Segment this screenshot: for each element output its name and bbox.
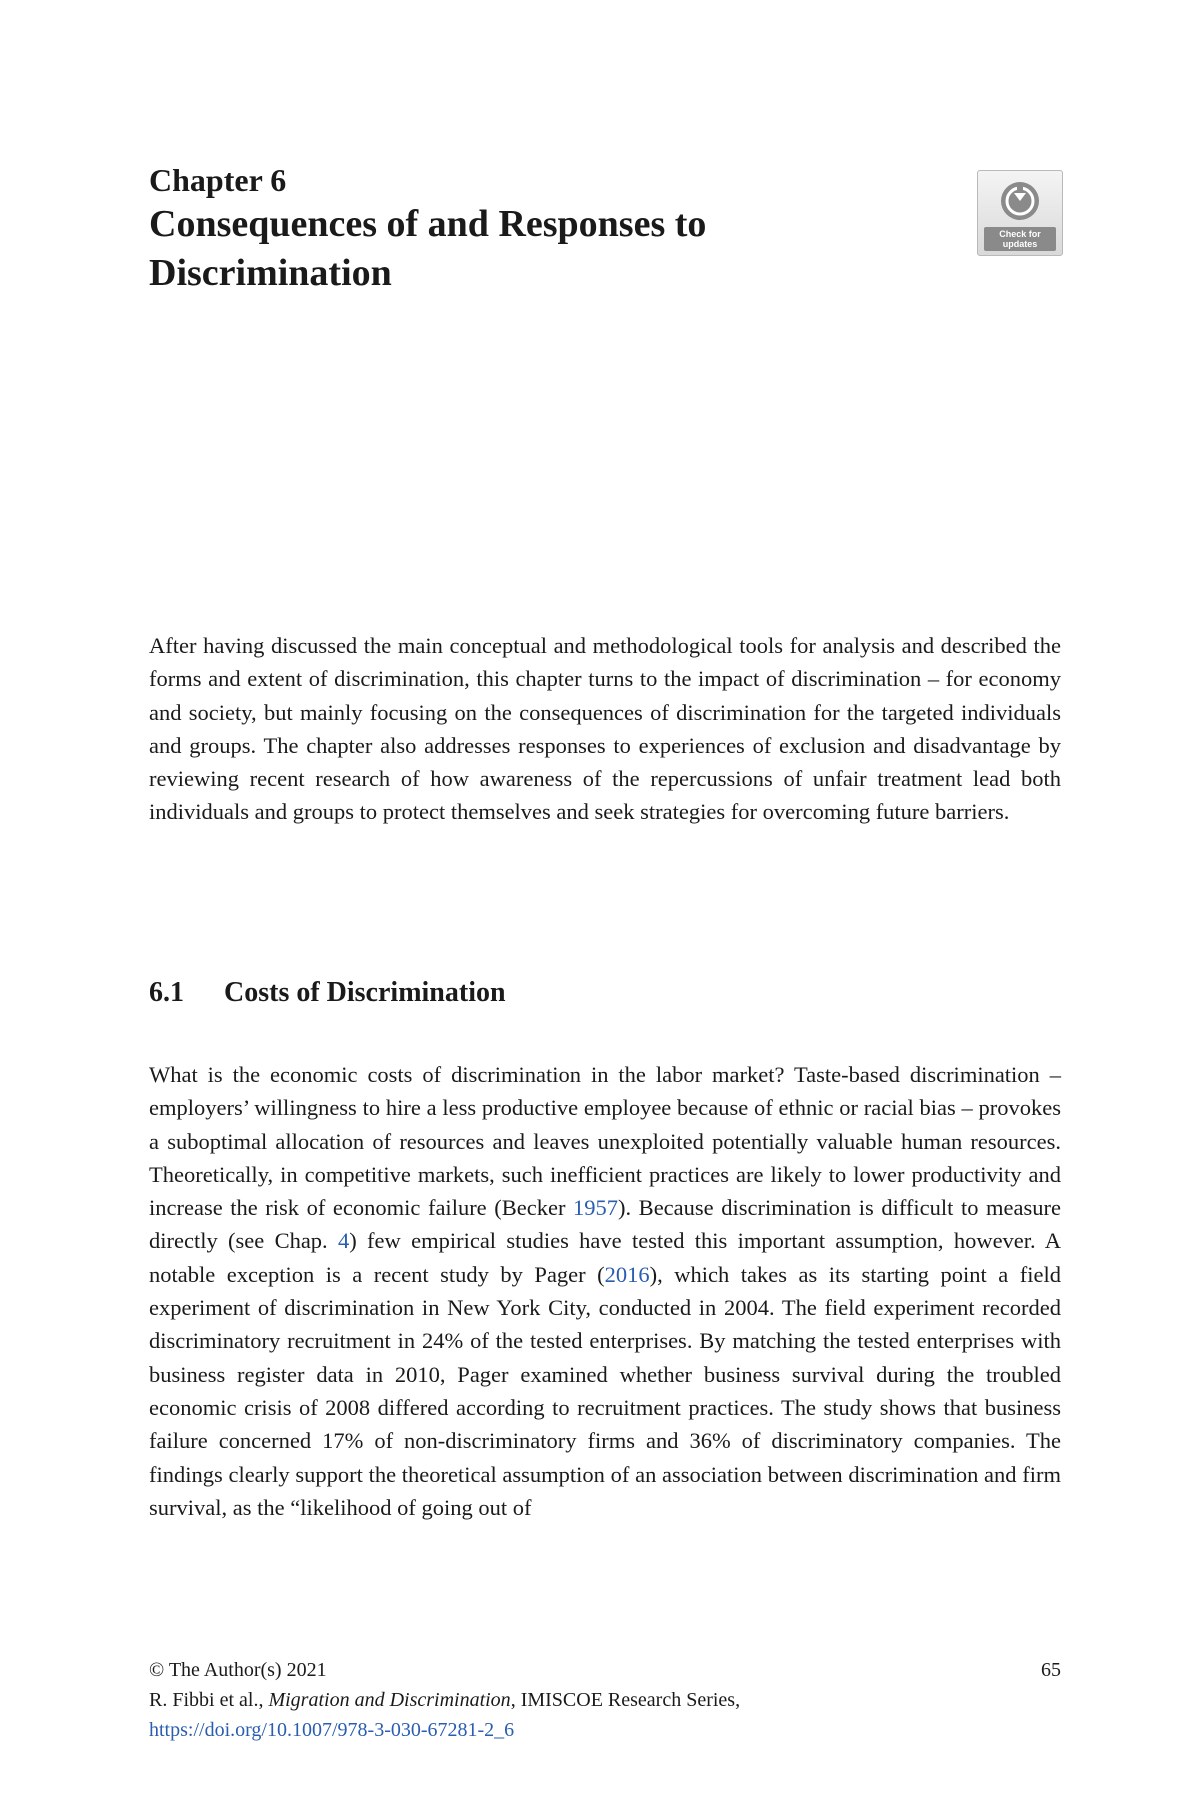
chapter-title: Consequences of and Responses to Discrimination xyxy=(149,203,707,294)
section-heading xyxy=(149,975,506,1011)
footer-copyright-line xyxy=(149,1655,1061,1685)
section-number: 6.1 xyxy=(149,977,184,1008)
citation-series: , IMISCOE Research Series, xyxy=(510,1689,741,1711)
check-for-updates-icon xyxy=(998,179,1042,223)
body-text-part: ) few empirical studies have tested this important assumption, however. A notable exception is a recent study by Pager ( xyxy=(149,1228,1061,1287)
check-for-updates-label: Check for updates xyxy=(984,227,1056,251)
page-footer xyxy=(149,1655,1061,1745)
chapter-reference-link[interactable]: 4 xyxy=(338,1228,350,1254)
section-body xyxy=(149,1058,1061,1524)
body-text-part: What is the economic costs of discrimination in the labor market? Taste-based discrimination – employers’ willingness to hire a less productive employee because of ethnic or racial bias – provokes a suboptimal allocation of resources and leaves unexploited potentially valuable human resources. Theoretically, in competitive markets, such inefficient practices are likely to lower productivity and increase the risk of economic failure (Becker xyxy=(149,1062,1061,1221)
check-for-updates-badge[interactable] xyxy=(977,170,1063,256)
doi-link[interactable]: https://doi.org/10.1007/978-3-030-67281-2_6 xyxy=(149,1719,515,1741)
footer-citation xyxy=(149,1685,1061,1715)
copyright: © The Author(s) 2021 xyxy=(149,1659,327,1681)
citation-link[interactable]: 2016 xyxy=(604,1261,650,1287)
body-text-part: ). Because discrimination is difficult to measure directly (see Chap. xyxy=(149,1195,1061,1254)
body-text-part: ), which takes as its starting point a field experiment of discrimination in New York City, conducted in 2004. The field experiment recorded discriminatory recruitment in 24% of the tested enterprises. By matching the tested enterprises with business register data in 2010, Pager examined whether business survival during the troubled economic crisis of 2008 differed according to recruitment practices. The study shows that business failure concerned 17% of non-discriminatory firms and 36% of discriminatory companies. The findings clearly support the theoretical assumption of an association between discrimination and firm survival, as the “likelihood of going out of xyxy=(149,1261,1061,1520)
chapter-header xyxy=(149,160,949,298)
citation-link[interactable]: 1957 xyxy=(573,1195,618,1221)
chapter-label: Chapter 6 xyxy=(149,162,287,198)
citation-authors: R. Fibbi et al., xyxy=(149,1689,269,1711)
citation-book-title: Migration and Discrimination xyxy=(268,1689,511,1711)
chapter-abstract: After having discussed the main conceptual and methodological tools for analysis and described the forms and extent of discrimination, this chapter turns to the impact of discrimination – for economy and society, but mainly focusing on the consequences of discrimination for the targeted individuals and groups. The chapter also addresses responses to experiences of exclusion and disadvantage by reviewing recent research of how awareness of the repercussions of unfair treatment lead both individuals and groups to protect themselves and seek strategies for overcoming future barriers. xyxy=(149,633,1061,825)
page-number: 65 xyxy=(1041,1659,1061,1681)
section-title: Costs of Discrimination xyxy=(224,977,506,1008)
